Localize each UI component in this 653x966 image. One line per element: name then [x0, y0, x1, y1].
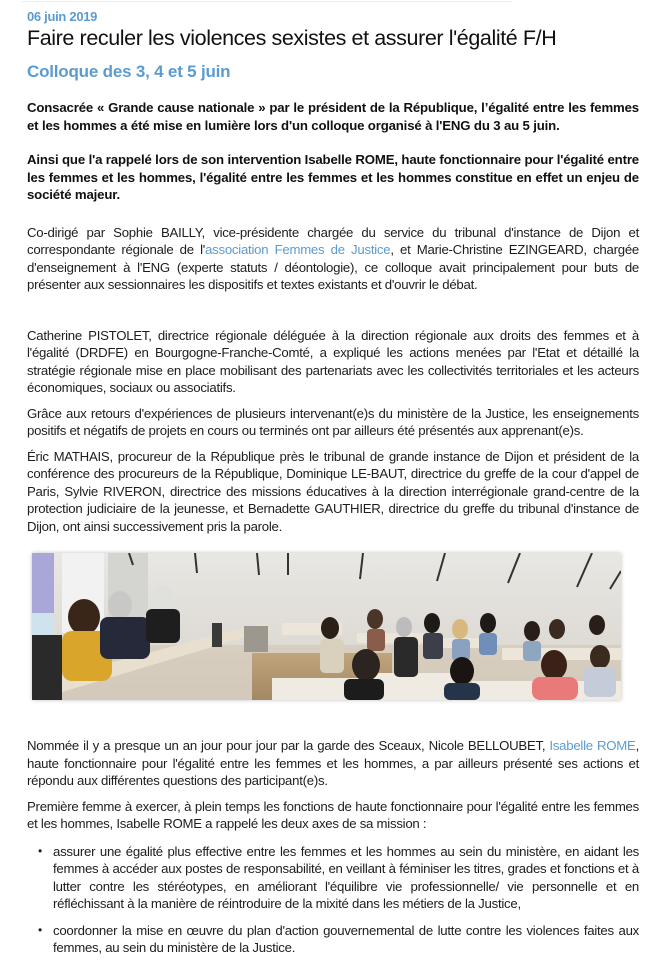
missions-list	[27, 843, 639, 957]
paragraph-nommee-text-before: Nommée il y a presque un an jour pour jour par la garde des Sceaux, Nicole BELLOUBET,	[27, 738, 550, 753]
association-femmes-de-justice-link[interactable]: association Femmes de Justice	[205, 242, 391, 257]
paragraph-premiere: Première femme à exercer, à plein temps les fonctions de haute fonctionnaire pour l'égalité entre les femmes et les hommes, Isabelle ROME a rappelé les deux axes de sa mission :	[27, 798, 639, 831]
mission-item	[38, 922, 639, 957]
article-title: Faire reculer les violences sexistes et assurer l'égalité F/H	[27, 26, 557, 50]
bullet-icon: •	[38, 922, 42, 937]
lead-paragraph-2: Ainsi que l'a rappelé lors de son intervention Isabelle ROME, haute fonctionnaire pour l'égalité entre les femmes et les hommes, l'égalité entre les femmes et les hommes constitue en effet un enjeu de société majeur.	[27, 152, 639, 202]
mission-item	[38, 843, 639, 913]
paragraph-retours: Grâce aux retours d'expériences de plusieurs intervenant(e)s du ministère de la Justice, les enseignements positifs et négatifs de projets en cours ou terminés ont par ailleurs été présentés aux apprenant(e)s.	[27, 405, 639, 438]
conference-photo	[32, 553, 621, 700]
lead-paragraph-1: Consacrée « Grande cause nationale » par le président de la République, l’égalité entre les femmes et les hommes a été mise en lumière lors d'un colloque organisé à l'ENG du 3 au 5 juin.	[27, 100, 639, 133]
bullet-icon: •	[38, 843, 42, 858]
paragraph-nommee	[27, 737, 639, 790]
article-subtitle: Colloque des 3, 4 et 5 juin	[27, 62, 231, 81]
paragraph-nommee-text-after: , haute fonctionnaire pour l'égalité entre les femmes et les hommes, a par ailleurs présenté ses actions et répondu aux différentes questions des participant(e)s.	[27, 738, 639, 788]
paragraph-codirige	[27, 224, 639, 294]
isabelle-rome-link[interactable]: Isabelle ROME	[549, 738, 636, 753]
mission-item-text: assurer une égalité plus effective entre les femmes et les hommes au sein du ministère, en aidant les femmes à accéder aux postes de responsabilité, en veillant à féminiser les titres, grades et fonctions et à lutter contre les stéréotypes, en améliorant l'équilibre vie professionnelle/ vie personnelle et en réfléchissant à la manière de réintroduire de la mixité dans les métiers de la Justice,	[53, 843, 639, 911]
paragraph-mathais: Éric MATHAIS, procureur de la République près le tribunal de grande instance de Dijon et président de la conférence des procureurs de la République, Dominique LE-BAUT, directrice du greffe de la cour d'appel de Paris, Sylvie RIVERON, directrice des missions éducatives à la direction interrégionale grand-centre de la protection judiciaire de la jeunesse, et Bernadette GAUTHIER, directrice du greffe du tribunal d'instance de Dijon, ont ainsi successivement pris la parole.	[27, 448, 639, 534]
article-date: 06 juin 2019	[27, 9, 98, 24]
conference-photo-illustration	[32, 553, 621, 700]
paragraph-codirige-text-before: Co-dirigé par Sophie BAILLY, vice-présidente chargée du service du tribunal d'instance de Dijon et correspondante régionale de l'	[27, 224, 639, 257]
paragraph-pistolet: Catherine PISTOLET, directrice régionale déléguée à la direction régionale aux droits des femmes et à l'égalité (DRDFE) en Bourgogne-Franche-Comté, a expliqué les actions menées par l'Etat et détaillé la stratégie régionale mise en place mobilisant des partenariats avec les collectivités territoriales et les acteurs économiques, sociaux ou associatifs.	[27, 327, 639, 395]
paragraph-codirige-text-after: , et Marie-Christine EZINGEARD, chargée d'enseignement à l'ENG (experte statuts / déontologie), ce colloque avait principalement pour buts de présenter aux sessionnaires les dispositifs et textes existants et d'ouvrir le débat.	[27, 242, 639, 292]
top-divider	[22, 1, 512, 2]
mission-item-text: coordonner la mise en œuvre du plan d'action gouvernemental de lutte contre les violences faites aux femmes, au sein du ministère de la Justice.	[53, 922, 639, 955]
article-continued	[27, 737, 639, 966]
article	[27, 6, 639, 535]
